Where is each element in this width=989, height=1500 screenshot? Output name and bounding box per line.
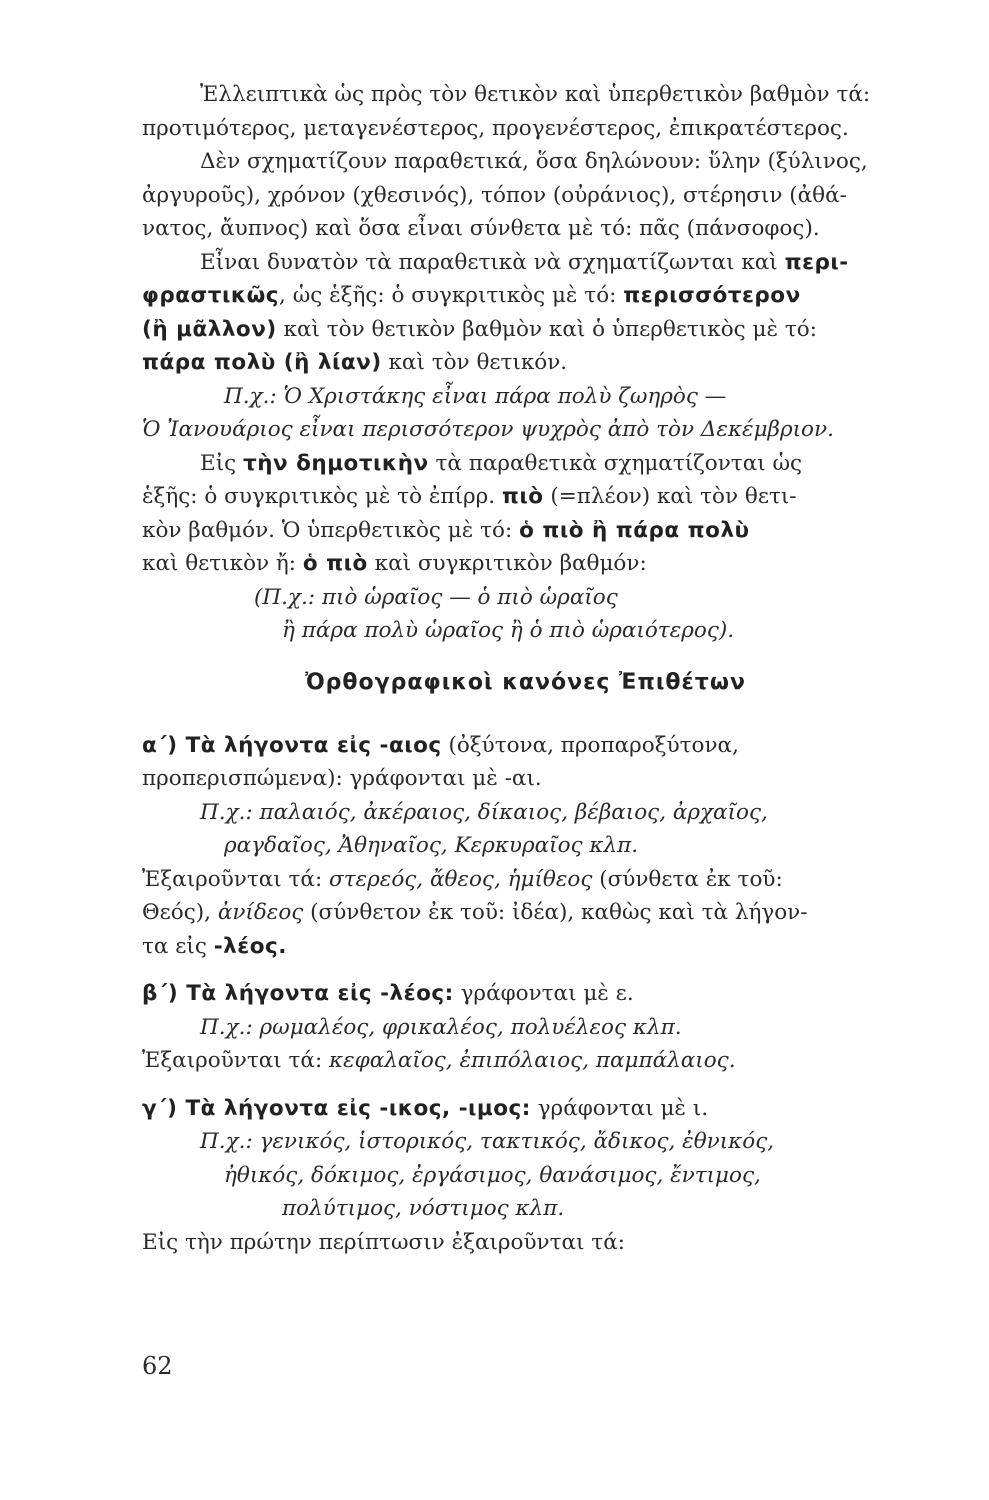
section-heading: Ὀρθογραφικοὶ κανόνες Ἐπιθέτων <box>305 669 746 695</box>
bold-term: περισσότερον <box>623 283 801 308</box>
text-span: Ἐξαιροῦνται τά: <box>142 866 330 892</box>
text-line <box>142 246 909 280</box>
bold-term: πάρα πολὺ (ἢ λίαν) <box>142 350 382 375</box>
text-line <box>142 447 909 481</box>
text-span: γράφονται μὲ ε. <box>453 981 634 1006</box>
page-body <box>142 78 909 1259</box>
text-line: προπερισπώμενα): γράφονται μὲ -αι. <box>142 766 542 791</box>
text-span: κὸν βαθμόν. Ὁ ὑπερθετικὸς μὲ τό: <box>142 517 520 543</box>
example-line: Π.χ.: παλαιός, ἀκέραιος, δίκαιος, βέβαιος, ἀρχαῖος, <box>200 799 768 825</box>
bold-term: φραστικῶς <box>142 283 280 308</box>
spacer <box>142 1078 909 1092</box>
text-line <box>142 279 909 313</box>
example-line: (Π.χ.: πιὸ ὡραῖος — ὁ πιὸ ὡραῖος <box>254 584 618 610</box>
text-span: Ἐξαιροῦνται τά: <box>142 1048 330 1073</box>
text-span: (=πλέον) καὶ τὸν θετι- <box>543 484 797 509</box>
text-line: νατος, ἄυπνος) καὶ ὅσα εἶναι σύνθετα μὲ τό: πᾶς (πάνσοφος). <box>142 216 820 241</box>
text-line: Ἐλλειπτικὰ ὡς πρὸς τὸν θετικὸν καὶ ὑπερθετικὸν βαθμὸν τά: <box>200 82 871 107</box>
spacer <box>142 963 909 977</box>
rule-label: β΄) Τὰ λήγοντα εἰς -λέος: <box>142 981 454 1006</box>
text-span: τα εἰς <box>142 933 214 959</box>
text-line: προτιμότερος, μεταγενέστερος, προγενέστερος, ἐπικρατέστερος. <box>142 115 849 141</box>
example-line: ἠθικός, δόκιμος, ἐργάσιμος, θανάσιμος, ἔντιμος, <box>224 1162 761 1188</box>
rule-label: α΄) Τὰ λήγοντα εἰς -αιος <box>142 732 442 758</box>
text-line <box>142 1044 909 1078</box>
rule-line <box>142 977 909 1011</box>
text-span: Εἰς <box>200 450 243 476</box>
text-span: καὶ συγκριτικὸν βαθμόν: <box>367 551 647 576</box>
text-span: τὰ παραθετικὰ σχηματίζονται ὡς <box>428 450 803 476</box>
text-line: Δὲν σχηματίζουν παραθετικά, ὅσα δηλώνουν: ὕλην (ξύλινος, <box>200 149 868 174</box>
bold-term: (ἢ μᾶλλον) <box>142 316 277 342</box>
example-line: Π.χ.: Ὁ Χριστάκης εἶναι πάρα πολὺ ζωηρὸς — <box>224 383 727 409</box>
bold-term: τὴν δημοτικὴν <box>243 450 429 476</box>
page-number: 62 <box>142 1352 173 1380</box>
text-line: ἀργυροῦς), χρόνον (χθεσινός), τόπον (οὐράνιος), στέρησιν (ἀθά- <box>142 182 847 208</box>
text-span: γράφονται μὲ ι. <box>530 1095 709 1121</box>
text-line: Εἰς τὴν πρώτην περίπτωσιν ἐξαιροῦνται τά: <box>142 1229 625 1255</box>
text-span: Εἶναι δυνατὸν τὰ παραθετικὰ νὰ σχηματίζωνται καὶ <box>200 249 785 275</box>
example-line: Ὁ Ἰανουάριος εἶναι περισσότερον ψυχρὸς ἀπὸ τὸν Δεκέμβριον. <box>142 417 834 442</box>
bold-term: πιὸ <box>501 484 544 509</box>
bold-term: περι- <box>784 249 849 275</box>
italic-term: κεφαλαῖος, ἐπιπόλαιος, παμπάλαιος. <box>329 1048 736 1073</box>
bold-term: ὁ πιὸ <box>302 551 368 576</box>
example-line: ἢ πάρα πολὺ ὡραῖος ἢ ὁ πιὸ ὡραιότερος). <box>282 618 735 643</box>
text-span: Θεός), <box>142 900 218 925</box>
text-span: ἑξῆς: ὁ συγκριτικὸς μὲ τὸ ἐπίρρ. <box>142 484 502 509</box>
bold-term: -λέος. <box>213 933 287 959</box>
bold-term: ὁ πιὸ ἢ πάρα πολὺ <box>519 517 750 543</box>
example-line: Π.χ.: γενικός, ἱστορικός, τακτικός, ἄδικος, ἐθνικός, <box>200 1129 775 1154</box>
text-line <box>142 313 909 347</box>
text-line <box>142 863 909 897</box>
text-span: καὶ θετικὸν ἤ: <box>142 551 303 576</box>
text-span: καὶ τὸν θετικόν. <box>381 350 568 375</box>
rule-label: γ΄) Τὰ λήγοντα εἰς -ικος, -ιμος: <box>142 1095 531 1121</box>
text-line <box>142 930 909 964</box>
text-span: (σύνθετα ἐκ τοῦ: <box>592 866 783 892</box>
text-span: (σύνθετον ἐκ τοῦ: ἰδέα), καθὼς καὶ τὰ λήγον- <box>303 900 808 925</box>
text-line <box>142 346 909 380</box>
example-line: πολύτιμος, νόστιμος κλπ. <box>282 1196 565 1221</box>
italic-term: στερεός, ἄθεος, ἡμίθεος <box>329 866 593 892</box>
text-line <box>142 480 909 514</box>
text-line <box>142 514 909 548</box>
text-span: (ὀξύτονα, προπαροξύτονα, <box>441 732 739 758</box>
rule-line <box>142 729 909 763</box>
example-line: ραγδαῖος, Ἀθηναῖος, Κερκυραῖος κλπ. <box>224 833 639 858</box>
example-line: Π.χ.: ρωμαλέος, φρικαλέος, πολυέλεος κλπ. <box>200 1014 682 1040</box>
italic-term: ἀνίδεος <box>217 900 304 925</box>
text-span: καὶ τὸν θετικὸν βαθμὸν καὶ ὁ ὑπερθετικὸς μὲ τό: <box>276 316 817 342</box>
text-line <box>142 547 909 581</box>
rule-line <box>142 1092 909 1126</box>
text-span: , ὡς ἑξῆς: ὁ συγκριτικὸς μὲ τό: <box>279 283 624 308</box>
text-line <box>142 896 909 930</box>
